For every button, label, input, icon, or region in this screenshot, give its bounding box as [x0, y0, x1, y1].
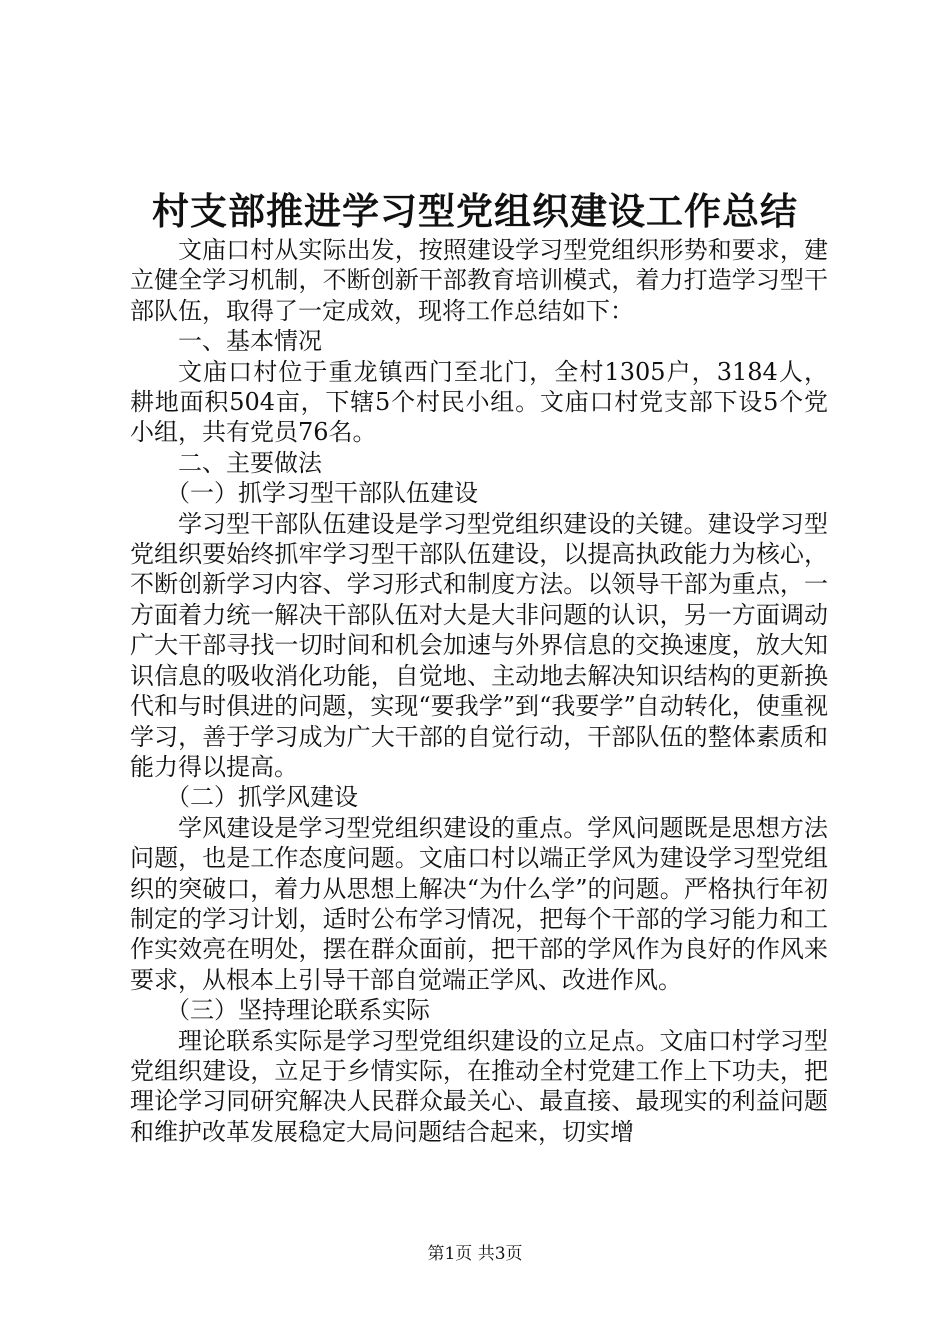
cadre-team-paragraph: 学习型干部队伍建设是学习型党组织建设的关键。建设学习型党组织要始终抓牢学习型干部队伍建设，以提高执政能力为核心，不断创新学习内容、学习形式和制度方法。以领导干部为重点，一方面着力统一解决干部队伍对大是大非问题的认识，另一方面调动广大干部寻找一切时间和机会加速与外界信息的交换速度，放大知识信息的吸收消化功能，自觉地、主动地去解决知识结构的更新换代和与时俱进的问题，实现“要我学”到“我要学”自动转化，使重视学习，善于学习成为广大干部的自觉行动，干部队伍的整体素质和能力得以提高。: [130, 509, 828, 781]
intro-paragraph: 文庙口村从实际出发，按照建设学习型党组织形势和要求，建立健全学习机制，不断创新干部教育培训模式，着力打造学习型干部队伍，取得了一定成效，现将工作总结如下：: [130, 236, 828, 325]
subheading-cadre-team: （一）抓学习型干部队伍建设: [166, 479, 478, 508]
theory-practice-paragraph: 理论联系实际是学习型党组织建设的立足点。文庙口村学习型党组织建设，立足于乡情实际，在推动全村党建工作上下功夫，把理论学习同研究解决人民群众最关心、最直接、最现实的利益问题和维护改革发展稳定大局问题结合起来，切实增: [130, 1026, 828, 1146]
document-body: [130, 235, 828, 1147]
document-title: 村支部推进学习型党组织建设工作总结: [152, 189, 798, 233]
study-style-paragraph: 学风建设是学习型党组织建设的重点。学风问题既是思想方法问题，也是工作态度问题。文庙口村以端正学风为建设学习型党组织的突破口，着力从思想上解决“为什么学”的问题。严格执行年初制定的学习计划，适时公布学习情况，把每个干部的学习能力和工作实效亮在明处，摆在群众面前，把干部的学风作为良好的作风来要求，从根本上引导干部自觉端正学风、改进作风。: [130, 813, 828, 994]
section-heading-basic-info: 一、基本情况: [178, 327, 322, 356]
section-heading-main-methods: 二、主要做法: [178, 448, 322, 477]
basic-info-paragraph: 文庙口村位于重龙镇西门至北门，全村1305户，3184人，耕地面积504亩，下辖5个村民小组。文庙口村党支部下设5个党小组，共有党员76名。: [130, 357, 828, 447]
subheading-theory-practice: （三）坚持理论联系实际: [166, 996, 430, 1025]
subheading-study-style: （二）抓学风建设: [166, 783, 358, 812]
page-number-footer: 第1页 共3页: [427, 1244, 523, 1264]
